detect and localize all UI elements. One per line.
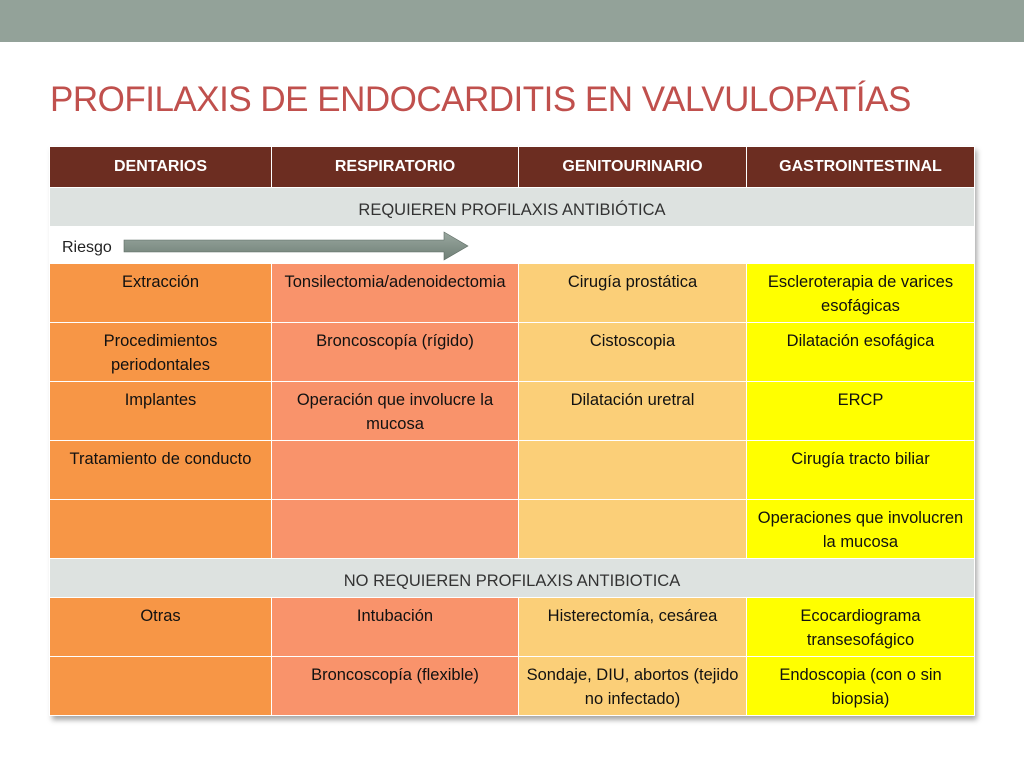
- table-row: [50, 500, 975, 559]
- table-row: [50, 598, 975, 657]
- table-cell: Tonsilectomia/adenoidectomia: [272, 264, 519, 323]
- table-row: [50, 441, 975, 500]
- table-cell: [50, 500, 272, 559]
- table-cell: Extracción: [50, 264, 272, 323]
- section-row: [50, 559, 975, 598]
- table-cell: Operación que involucre la mucosa: [272, 382, 519, 441]
- section-row: [50, 188, 975, 227]
- table-cell: [272, 500, 519, 559]
- table-cell: Dilatación uretral: [519, 382, 747, 441]
- prophylaxis-table: [49, 146, 974, 716]
- risk-row: [50, 227, 975, 264]
- header-gastrointestinal: GASTROINTESTINAL: [747, 147, 975, 188]
- table-cell: Cirugía prostática: [519, 264, 747, 323]
- table-cell: Endoscopia (con o sin biopsia): [747, 657, 975, 716]
- header-row: [50, 147, 975, 188]
- table-cell: Sondaje, DIU, abortos (tejido no infectado): [519, 657, 747, 716]
- table-cell: Cistoscopia: [519, 323, 747, 382]
- table-cell: Broncoscopía (flexible): [272, 657, 519, 716]
- table-row: [50, 657, 975, 716]
- table-row: [50, 264, 975, 323]
- table-cell: [519, 500, 747, 559]
- table-row: [50, 323, 975, 382]
- section-no-require-label: NO REQUIEREN PROFILAXIS ANTIBIOTICA: [50, 559, 975, 598]
- table-cell: Escleroterapia de varices esofágicas: [747, 264, 975, 323]
- header-dentarios: DENTARIOS: [50, 147, 272, 188]
- slide-title: PROFILAXIS DE ENDOCARDITIS EN VALVULOPATÍAS: [50, 80, 911, 119]
- table-cell: Ecocardiograma transesofágico: [747, 598, 975, 657]
- table-cell: Histerectomía, cesárea: [519, 598, 747, 657]
- header-respiratorio: RESPIRATORIO: [272, 147, 519, 188]
- table-cell: Cirugía tracto biliar: [747, 441, 975, 500]
- table-cell: Implantes: [50, 382, 272, 441]
- table-cell: [519, 441, 747, 500]
- arrow-right-icon: [122, 230, 472, 262]
- top-band: [0, 0, 1024, 42]
- table-cell: Operaciones que involucren la mucosa: [747, 500, 975, 559]
- risk-cell: [50, 227, 975, 264]
- table-row: [50, 382, 975, 441]
- table-cell: Broncoscopía (rígido): [272, 323, 519, 382]
- table-cell: [272, 441, 519, 500]
- table-cell: ERCP: [747, 382, 975, 441]
- table-cell: [50, 657, 272, 716]
- section-require-label: REQUIEREN PROFILAXIS ANTIBIÓTICA: [50, 188, 975, 227]
- table-cell: Procedimientos periodontales: [50, 323, 272, 382]
- risk-label: Riesgo: [62, 239, 112, 256]
- table-cell: Otras: [50, 598, 272, 657]
- table-cell: Tratamiento de conducto: [50, 441, 272, 500]
- header-genitourinario: GENITOURINARIO: [519, 147, 747, 188]
- table-cell: Intubación: [272, 598, 519, 657]
- table-cell: Dilatación esofágica: [747, 323, 975, 382]
